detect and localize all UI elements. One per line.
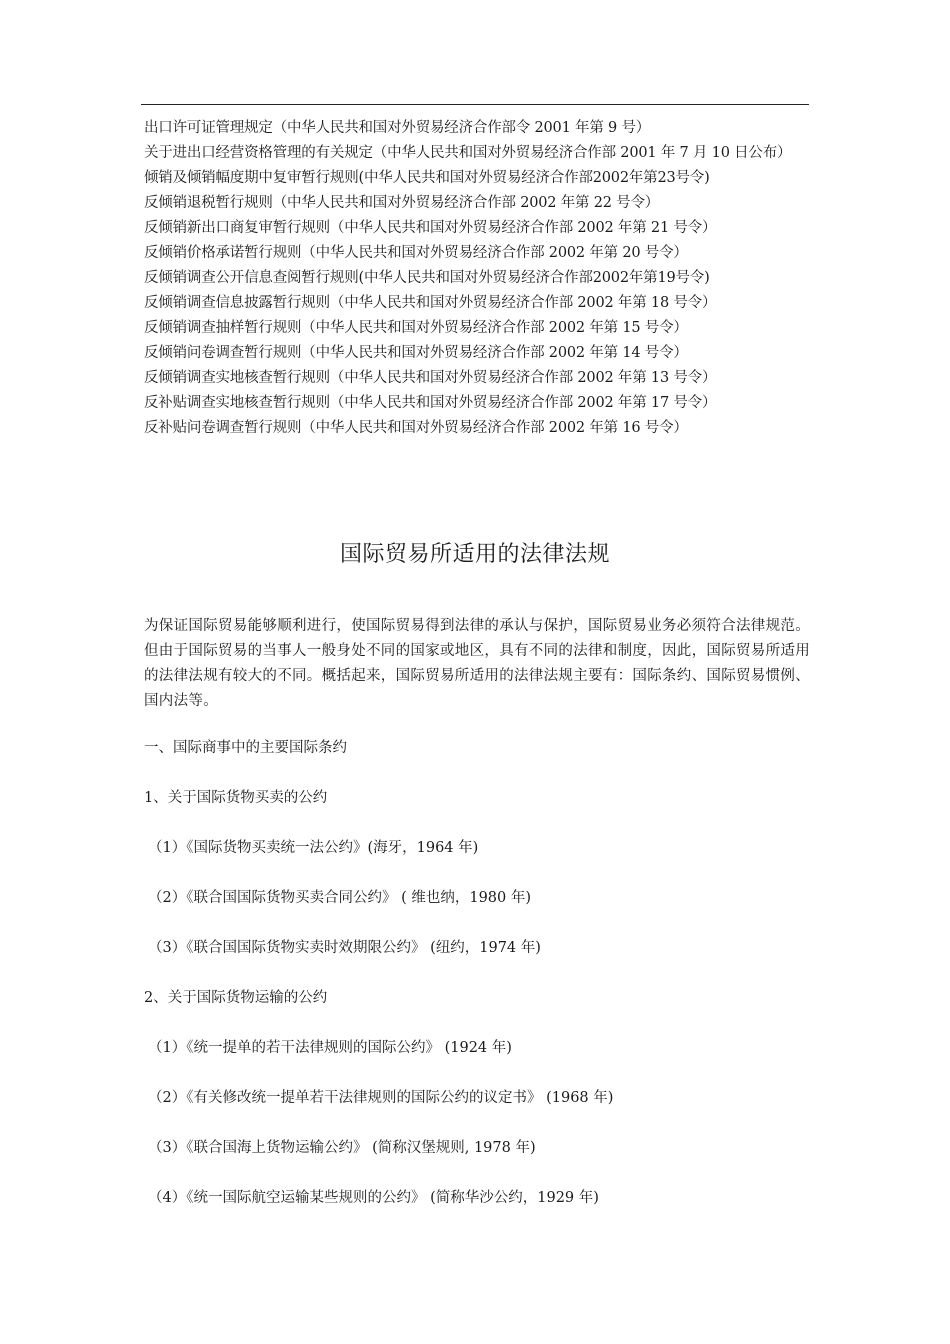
regulation-item: 出口许可证管理规定（中华人民共和国对外贸易经济合作部令 2001 年第 9 号） [144,120,651,136]
regulation-item: 反补贴问卷调查暂行规则（中华人民共和国对外贸易经济合作部 2002 年第 16 号令） [144,420,688,436]
regulation-item: 关于进出口经营资格管理的有关规定（中华人民共和国对外贸易经济合作部 2001 年 7 月 10 日公布） [144,145,792,161]
regulation-item: 反倾销新出口商复审暂行规则（中华人民共和国对外贸易经济合作部 2002 年第 21 号令） [144,220,717,236]
regulation-item: 反倾销问卷调查暂行规则（中华人民共和国对外贸易经济合作部 2002 年第 14 号令） [144,345,688,361]
treaty-item: （1）《统一提单的若干法律规则的国际公约》 (1924 年) [148,1040,512,1056]
treaty-item: （3）《联合国国际货物实卖时效期限公约》 (纽约，1974 年) [148,940,541,956]
regulation-item: 反倾销调查信息披露暂行规则（中华人民共和国对外贸易经济合作部 2002 年第 18 号令） [144,295,717,311]
section-heading: 一、国际商事中的主要国际条约 [144,740,347,756]
treaty-outline [144,738,810,1238]
regulation-item: 反倾销调查抽样暂行规则（中华人民共和国对外贸易经济合作部 2002 年第 15 号令） [144,320,688,336]
regulation-item: 反倾销退税暂行规则（中华人民共和国对外贸易经济合作部 2002 年第 22 号令） [144,195,660,211]
treaty-item: （2）《有关修改统一提单若干法律规则的国际公约的议定书》 (1968 年) [148,1090,614,1106]
regulation-item: 反倾销价格承诺暂行规则（中华人民共和国对外贸易经济合作部 2002 年第 20 号令） [144,245,688,261]
subsection-heading: 2、关于国际货物运输的公约 [144,990,328,1006]
treaty-item: （4）《统一国际航空运输某些规则的公约》 (简称华沙公约，1929 年) [148,1190,599,1206]
regulation-item: 反补贴调查实地核查暂行规则（中华人民共和国对外贸易经济合作部 2002 年第 17 号令） [144,395,717,411]
regulation-item: 反倾销调查公开信息查阅暂行规则(中华人民共和国对外贸易经济合作部2002年第19号令) [144,270,710,286]
treaty-item: （1）《国际货物买卖统一法公约》(海牙，1964 年) [148,840,479,856]
regulation-list [144,116,812,441]
treaty-item: （2）《联合国国际货物买卖合同公约》 ( 维也纳，1980 年) [148,890,532,906]
subsection-heading: 1、关于国际货物买卖的公约 [144,790,328,806]
intro-paragraph: 为保证国际贸易能够顺利进行，使国际贸易得到法律的承认与保护，国际贸易业务必须符合法律规范。但由于国际贸易的当事人一般身处不同的国家或地区，具有不同的法律和制度，因此，国际贸易所适用的法律法规有较大的不同。概括起来，国际贸易所适用的法律法规主要有：国际条约、国际贸易惯例、国内法等。 [144,618,810,709]
document-title: 国际贸易所适用的法律法规 [339,542,610,567]
treaty-item: （3）《联合国海上货物运输公约》 (简称汉堡规则, 1978 年) [148,1140,536,1156]
regulation-item: 倾销及倾销幅度期中复审暂行规则(中华人民共和国对外贸易经济合作部2002年第23号令) [144,170,710,186]
regulation-item: 反倾销调查实地核查暂行规则（中华人民共和国对外贸易经济合作部 2002 年第 13 号令） [144,370,717,386]
top-divider [141,104,809,105]
